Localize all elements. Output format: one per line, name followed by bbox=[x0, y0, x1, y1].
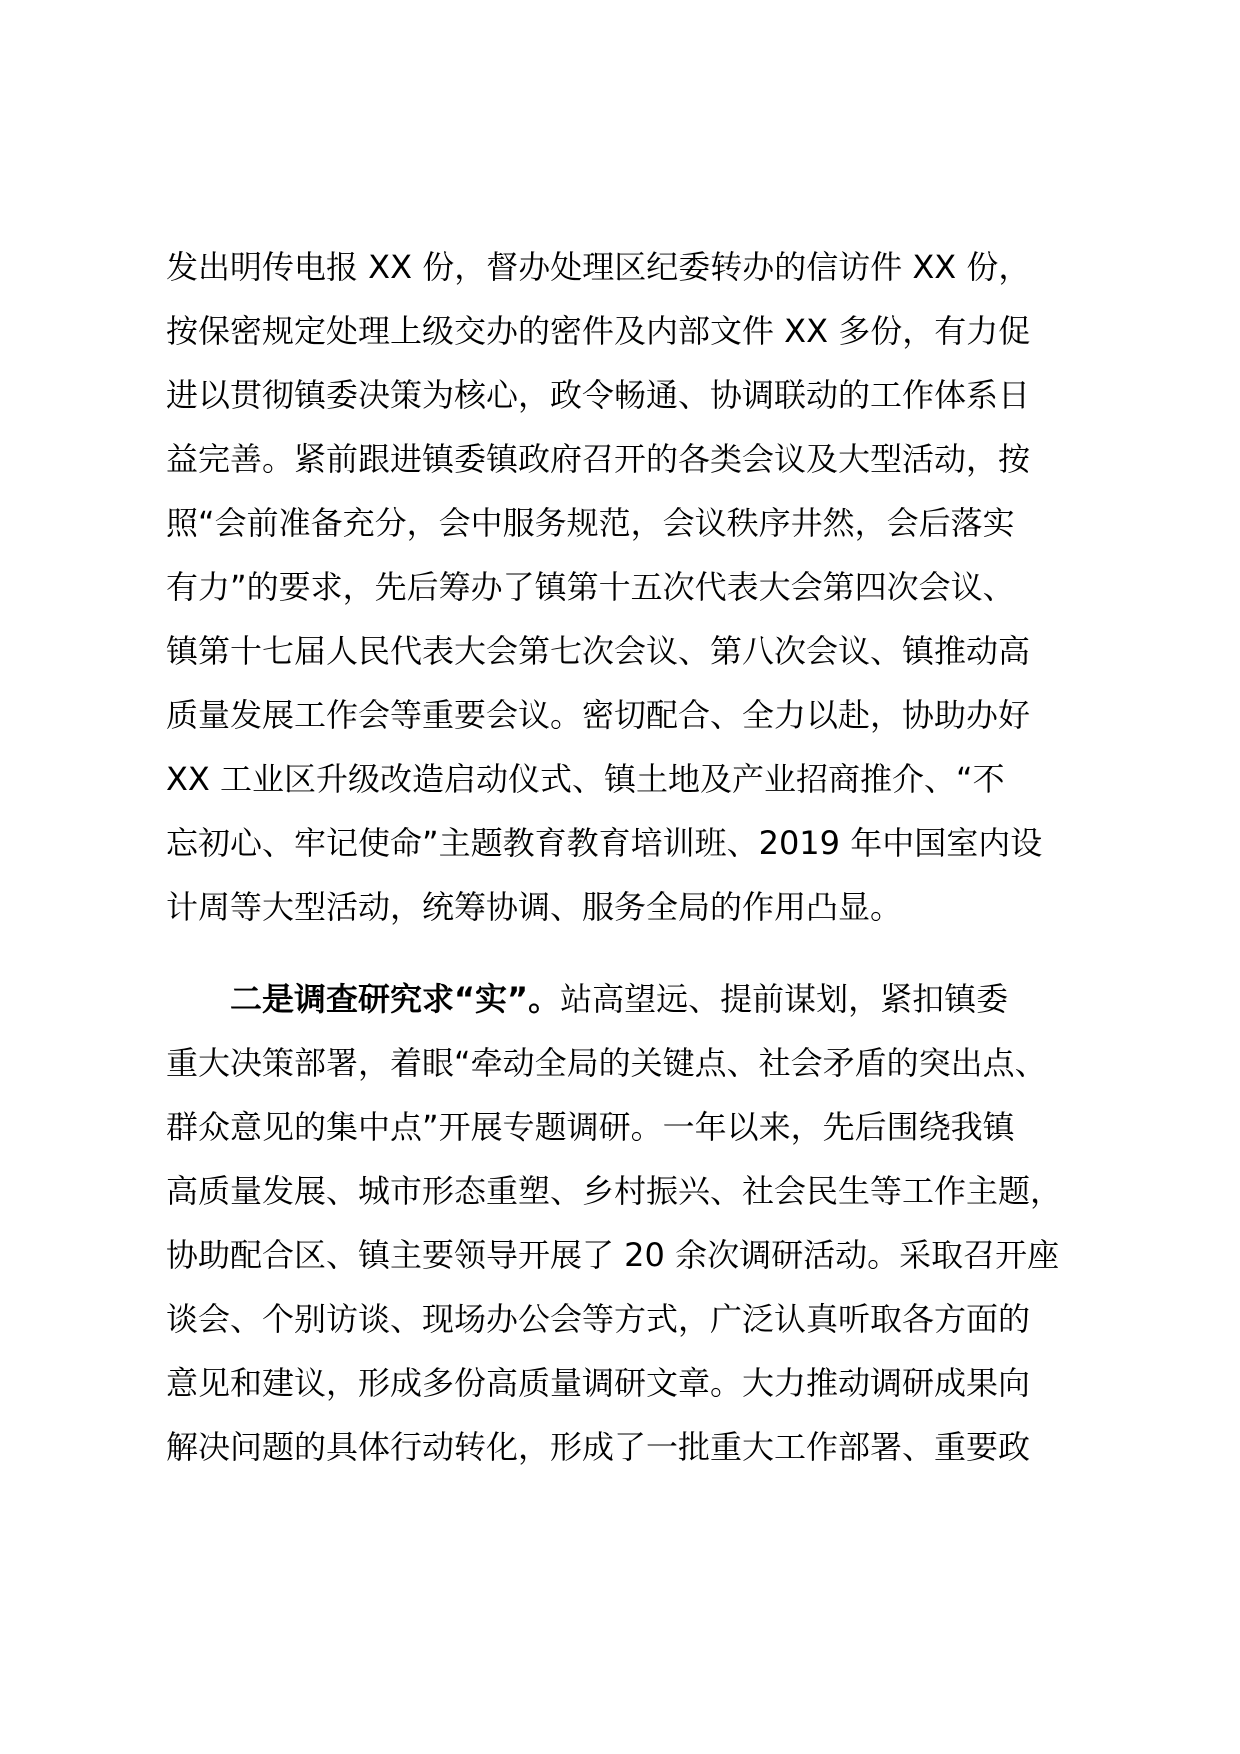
paragraph-line: 按保密规定处理上级交办的密件及内部文件 XX 多份，有力促 bbox=[166, 312, 1031, 350]
paragraph-line: 协助配合区、镇主要领导开展了 20 余次调研活动。采取召开座 bbox=[166, 1236, 1060, 1274]
paragraph-line: 益完善。紧前跟进镇委镇政府召开的各类会议及大型活动，按 bbox=[166, 440, 1031, 478]
section-heading: 二是调查研究求“实”。 bbox=[230, 980, 561, 1018]
paragraph-line: 重大决策部署，着眼“牵动全局的关键点、社会矛盾的突出点、 bbox=[166, 1044, 1047, 1082]
paragraph-line-rest: 站高望远、提前谋划，紧扣镇委 bbox=[560, 980, 1009, 1018]
paragraph-line: 计周等大型活动，统筹协调、服务全局的作用凸显。 bbox=[166, 888, 903, 926]
paragraph-line: 有力”的要求，先后筹办了镇第十五次代表大会第四次会议、 bbox=[166, 568, 1015, 606]
paragraph-line: 解决问题的具体行动转化，形成了一批重大工作部署、重要政 bbox=[166, 1428, 1031, 1466]
paragraph-first-line bbox=[166, 967, 1116, 1031]
paragraph-line: 意见和建议，形成多份高质量调研文章。大力推动调研成果向 bbox=[166, 1364, 1031, 1402]
paragraph-line: 照“会前准备充分，会中服务规范，会议秩序井然，会后落实 bbox=[166, 504, 1015, 542]
paragraph-line: XX 工业区升级改造启动仪式、镇土地及产业招商推介、“不 bbox=[166, 760, 1005, 798]
paragraph-line: 发出明传电报 XX 份，督办处理区纪委转办的信访件 XX 份， bbox=[166, 248, 1031, 286]
paragraph-line: 忘初心、牢记使命”主题教育教育培训班、2019 年中国室内设 bbox=[166, 824, 1043, 862]
paragraph-line: 镇第十七届人民代表大会第七次会议、第八次会议、镇推动高 bbox=[166, 632, 1031, 670]
paragraph-line: 群众意见的集中点”开展专题调研。一年以来，先后围绕我镇 bbox=[166, 1108, 1015, 1146]
paragraph-2 bbox=[166, 967, 1116, 1479]
paragraph-line: 高质量发展、城市形态重塑、乡村振兴、社会民生等工作主题， bbox=[166, 1172, 1063, 1210]
paragraph-line: 质量发展工作会等重要会议。密切配合、全力以赴，协助办好 bbox=[166, 696, 1031, 734]
paragraph-line: 进以贯彻镇委决策为核心，政令畅通、协调联动的工作体系日 bbox=[166, 376, 1031, 414]
paragraph-line: 谈会、个别访谈、现场办公会等方式，广泛认真听取各方面的 bbox=[166, 1300, 1031, 1338]
paragraph-1 bbox=[166, 235, 1116, 939]
